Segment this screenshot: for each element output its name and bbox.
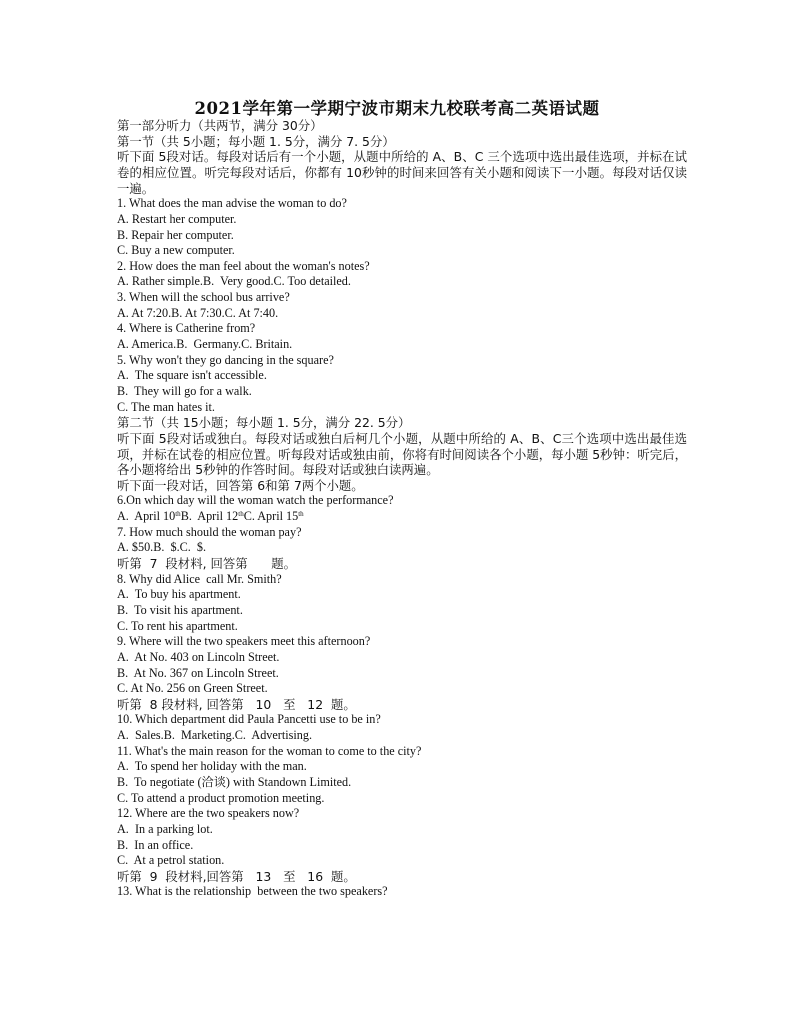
question: 5. Why won't they go dancing in the square?: [117, 352, 334, 367]
option: C. The man hates it.: [117, 399, 215, 414]
option: A. To spend her holiday with the man.: [117, 759, 307, 774]
ordinal-suffix: th: [175, 510, 181, 519]
option: A. April 10: [117, 509, 176, 524]
material-heading: 听第 8 段材料, 回答第 10 至 12 题。: [117, 696, 356, 712]
ordinal-suffix: th: [238, 510, 244, 519]
material-heading: 听第 9 段材料,回答第 13 至 16 题。: [117, 868, 356, 884]
question: 9. Where will the two speakers meet this afternoon?: [117, 634, 371, 649]
option: C. At No. 256 on Green Street.: [117, 681, 268, 696]
question: 12. Where are the two speakers now?: [117, 806, 300, 821]
section-heading: 第二节（共 15小题；每小题 1. 5分，满分 22. 5分）: [117, 415, 411, 431]
section-heading: 第一节（共 5小题；每小题 1. 5分，满分 7. 5分）: [117, 133, 395, 149]
options-line: A. $50.B. $.C. $.: [117, 540, 207, 555]
option: B. To negotiate (洽谈) with Standown Limited.: [117, 775, 352, 789]
question: 2. How does the man feel about the woman's notes?: [117, 258, 370, 273]
option: B. At No. 367 on Lincoln Street.: [117, 665, 279, 680]
section-instruction: 听下面 5段对话。每段对话后有一个小题，从题中所给的 A、B、C 三个选项中选出最佳选项，并标在试卷的相应位置。听完每段对话后，你都有 10秒钟的时间来回答有关小题和阅读下一小题。每段对话仅读一遍。: [117, 149, 687, 196]
option: B. Repair her computer.: [117, 227, 234, 242]
section-instruction: 听下面 5段对话或独白。每段对话或独白后柯几个小题，从题中所给的 A、B、C三个选项中选出最佳选项，并标在试卷的相应位置。听每段对话或独由前，你将有时间阅读各个小题，每小题 5秒钟：听完后， 各小题将给出 5秒钟的作答时间。每段对话或独白读两遍。: [117, 430, 687, 478]
option: A. In a parking lot.: [117, 821, 213, 836]
options-line: A. Rather simple.B. Very good.C. Too detailed.: [117, 274, 351, 289]
question: 6.On which day will the woman watch the performance?: [117, 493, 394, 508]
option: C. To attend a product promotion meeting.: [117, 790, 325, 805]
option: A. At No. 403 on Lincoln Street.: [117, 649, 280, 664]
options-line: [117, 509, 687, 525]
option: B. April 12: [180, 509, 239, 524]
question: 1. What does the man advise the woman to do?: [117, 196, 347, 211]
options-line: A. At 7:20.B. At 7:30.C. At 7:40.: [117, 305, 279, 320]
option: A. To buy his apartment.: [117, 587, 241, 602]
options-line: A. America.B. Germany.C. Britain.: [117, 337, 293, 352]
option: B. To visit his apartment.: [117, 602, 243, 617]
option: A. Restart her computer.: [117, 211, 237, 226]
option: B. In an office.: [117, 837, 194, 852]
question: 3. When will the school bus arrive?: [117, 290, 290, 305]
option: C. To rent his apartment.: [117, 618, 238, 633]
question: 13. What is the relationship between the two speakers?: [117, 884, 388, 899]
option: B. They will go for a walk.: [117, 383, 252, 398]
material-heading: 听下面一段对话，回答第 6和第 7两个小题。: [117, 477, 364, 493]
part-heading: 第一部分听力（共两节，满分 30分）: [117, 118, 323, 133]
question: 7. How much should the woman pay?: [117, 524, 302, 539]
question: 10. Which department did Paula Pancetti use to be in?: [117, 712, 381, 727]
material-heading: 听第 7 段材料, 回答第 题。: [117, 556, 297, 572]
ordinal-suffix: th: [298, 510, 304, 519]
option: A. The square isn't accessible.: [117, 368, 267, 383]
document-body: [117, 118, 687, 900]
question: 8. Why did Alice call Mr. Smith?: [117, 571, 282, 586]
question: 4. Where is Catherine from?: [117, 321, 256, 336]
options-line: A. Sales.B. Marketing.C. Advertising.: [117, 728, 312, 743]
option: C. April 15: [243, 509, 299, 524]
option: C. Buy a new computer.: [117, 243, 235, 258]
option: C. At a petrol station.: [117, 853, 225, 868]
page-title: 2021学年第一学期宁波市期末九校联考高二英语试题: [194, 99, 600, 118]
question: 11. What's the main reason for the woman to come to the city?: [117, 743, 422, 758]
